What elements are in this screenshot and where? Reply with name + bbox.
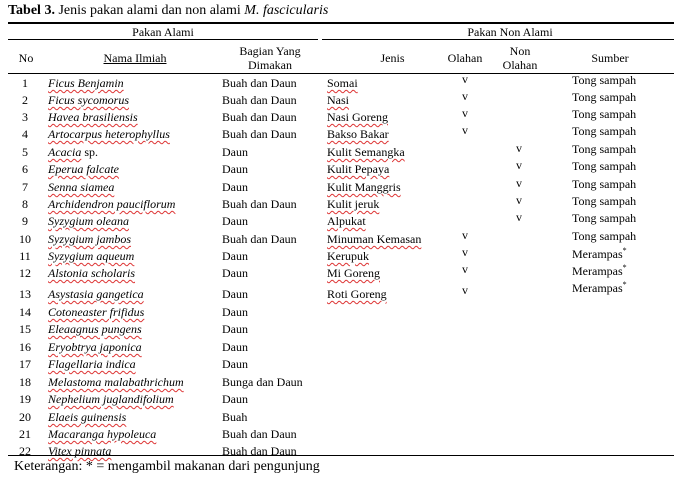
row-no: 21 (19, 427, 31, 441)
food-type (327, 214, 366, 228)
alami-group-rule (8, 39, 318, 40)
scientific-name-text: Artocarpus heterophyllus (48, 127, 170, 141)
scientific-name-text: Syzygium aqueum (48, 249, 135, 263)
food-type (327, 145, 405, 159)
food-type (327, 162, 389, 176)
part-eaten: Daun (222, 266, 248, 280)
scientific-name-text: Ficus sycomorus (48, 93, 129, 107)
part-eaten: Buah dan Daun (222, 93, 297, 107)
part-eaten: Buah dan Daun (222, 444, 297, 458)
row-no: 9 (22, 214, 28, 228)
scientific-name-text: Eperua falcate (48, 162, 119, 176)
row-no: 1 (22, 76, 28, 90)
olahan-mark: v (462, 106, 468, 120)
source-text: Tong sampah (572, 177, 637, 191)
source-text: Merampas (572, 264, 623, 278)
scientific-name-text: Melastoma malabathrichum (48, 375, 184, 389)
row-no: 14 (19, 305, 31, 319)
source-text: Tong sampah (572, 194, 637, 208)
source-text: Tong sampah (572, 124, 637, 138)
col-header-bagian-1: Bagian Yang (239, 44, 301, 58)
part-eaten: Daun (222, 287, 248, 301)
scientific-name (48, 197, 175, 211)
olahan-mark: v (462, 228, 468, 242)
scientific-name-text: Elaeis guinensis (48, 410, 127, 424)
scientific-name (48, 214, 129, 228)
scientific-name-text: Eleaagnus pungens (48, 322, 142, 336)
food-type-text: Roti Goreng (327, 287, 387, 301)
food-type-text: Kulit Semangka (327, 145, 405, 159)
part-eaten: Daun (222, 180, 248, 194)
scientific-name-text: Flagellaria indica (48, 357, 136, 371)
scientific-name-text: Syzygium jambos (48, 232, 131, 246)
olahan-mark: v (462, 89, 468, 103)
part-eaten: Buah dan Daun (222, 197, 297, 211)
source-footnote-mark: * (622, 246, 627, 255)
source-text: Tong sampah (572, 211, 637, 225)
part-eaten: Daun (222, 214, 248, 228)
table-caption (8, 3, 328, 19)
olahan-mark: v (462, 72, 468, 86)
food-type (327, 287, 387, 301)
scientific-name-text: Asystasia gangetica (48, 287, 144, 301)
scientific-name (48, 145, 98, 159)
row-no: 17 (19, 357, 31, 371)
row-no: 22 (19, 444, 31, 458)
part-eaten: Buah dan Daun (222, 76, 297, 90)
row-no: 6 (22, 162, 28, 176)
col-header-nama-ilmiah: Nama Ilmiah (103, 51, 167, 65)
scientific-name-text: Eryobtrya japonica (48, 340, 142, 354)
food-type (327, 93, 349, 107)
non-alami-group-rule (322, 39, 674, 40)
scientific-name (48, 340, 142, 354)
part-eaten: Daun (222, 145, 248, 159)
part-eaten: Buah dan Daun (222, 110, 297, 124)
scientific-name (48, 305, 144, 319)
col-header-non-olahan-1: Non (509, 44, 531, 58)
scientific-name-text: Havea brasiliensis (48, 110, 138, 124)
col-header-olahan: Olahan (447, 51, 483, 65)
source (572, 107, 636, 121)
scientific-name-text: Archidendron pauciflorum (48, 197, 176, 211)
food-type-text: Somai (327, 76, 358, 90)
scientific-name (48, 76, 124, 90)
row-no: 3 (22, 110, 28, 124)
caption-species: M. fascicularis (244, 3, 329, 18)
part-eaten: Buah dan Daun (222, 427, 297, 441)
source (572, 90, 636, 104)
row-no: 19 (19, 392, 31, 406)
table-note: Keterangan: * = mengambil makanan dari pengunjung (14, 459, 320, 474)
scientific-name (48, 180, 114, 194)
source-text: Merampas (572, 281, 623, 295)
food-type (327, 197, 379, 211)
scientific-name (48, 249, 134, 263)
source (572, 247, 627, 261)
scientific-name (48, 110, 138, 124)
part-eaten: Buah (222, 410, 248, 424)
row-no: 8 (22, 197, 28, 211)
scientific-name (48, 127, 170, 141)
part-eaten: Bunga dan Daun (222, 375, 303, 389)
source-text: Tong sampah (572, 142, 637, 156)
row-no: 7 (22, 180, 28, 194)
row-no: 2 (22, 93, 28, 107)
food-type (327, 110, 388, 124)
food-type (327, 249, 369, 263)
scientific-name (48, 444, 111, 458)
row-no: 18 (19, 375, 31, 389)
col-header-jenis: Jenis (380, 51, 405, 65)
scientific-name-text: Acacia (48, 145, 82, 159)
food-type-text: Kerupuk (327, 249, 369, 263)
col-header-no: No (18, 51, 34, 65)
food-type (327, 232, 421, 246)
col-header-bagian-2: Dimakan (248, 58, 292, 72)
row-no: 16 (19, 340, 31, 354)
source (572, 211, 636, 225)
scientific-name-text: Ficus Benjamin (48, 76, 124, 90)
source (572, 177, 636, 191)
scientific-name (48, 375, 184, 389)
food-type (327, 266, 380, 280)
olahan-mark: v (462, 262, 468, 276)
scientific-name (48, 287, 144, 301)
source-text: Merampas (572, 247, 623, 261)
source (572, 281, 627, 295)
row-no: 10 (19, 232, 31, 246)
scientific-name (48, 266, 135, 280)
group-header-non-alami: Pakan Non Alami (467, 25, 553, 39)
group-header-alami: Pakan Alami (132, 25, 194, 39)
source-text: Tong sampah (572, 229, 637, 243)
part-eaten: Daun (222, 392, 248, 406)
non-olahan-mark: v (516, 176, 522, 190)
source (572, 124, 636, 138)
col-header-non-olahan-2: Olahan (502, 58, 538, 72)
food-type (327, 180, 401, 194)
part-eaten: Daun (222, 305, 248, 319)
part-eaten: Daun (222, 322, 248, 336)
part-eaten: Daun (222, 357, 248, 371)
part-eaten: Daun (222, 249, 248, 263)
scientific-name-text: Vitex pinnata (48, 444, 112, 458)
row-no: 13 (19, 287, 31, 301)
row-no: 11 (19, 249, 31, 263)
scientific-name-text: Syzygium oleana (48, 214, 129, 228)
non-olahan-mark: v (516, 210, 522, 224)
scientific-name (48, 410, 126, 424)
scientific-name-suffix: sp. (81, 145, 98, 159)
source (572, 73, 636, 87)
source (572, 264, 627, 278)
scientific-name (48, 232, 131, 246)
scientific-name-text: Nephelium juglandifolium (48, 392, 174, 406)
food-type-text: Minuman Kemasan (327, 232, 422, 246)
scientific-name-text: Macaranga hypoleuca (48, 427, 157, 441)
source-text: Tong sampah (572, 90, 637, 104)
food-type-text: Nasi Goreng (327, 110, 388, 124)
scientific-name-text: Alstonia scholaris (48, 266, 136, 280)
caption-label: Tabel 3. (8, 3, 55, 18)
source-footnote-mark: * (622, 280, 627, 289)
row-no: 15 (19, 322, 31, 336)
food-type-text: Kulit Manggris (327, 180, 401, 194)
scientific-name (48, 392, 174, 406)
olahan-mark: v (462, 245, 468, 259)
food-type-text: Kulit jeruk (327, 197, 380, 211)
row-no: 20 (19, 410, 31, 424)
scientific-name-text: Senna siamea (48, 180, 115, 194)
non-olahan-mark: v (516, 158, 522, 172)
source (572, 229, 636, 243)
food-type (327, 127, 389, 141)
olahan-mark: v (462, 283, 468, 297)
scientific-name (48, 357, 136, 371)
row-no: 5 (22, 145, 28, 159)
row-no: 4 (22, 127, 28, 141)
source (572, 194, 636, 208)
part-eaten: Buah dan Daun (222, 232, 297, 246)
food-type-text: Mi Goreng (327, 266, 380, 280)
row-no: 12 (19, 266, 31, 280)
non-olahan-mark: v (516, 141, 522, 155)
food-type-text: Kulit Pepaya (327, 162, 390, 176)
part-eaten: Daun (222, 340, 248, 354)
source-text: Tong sampah (572, 107, 637, 121)
source-footnote-mark: * (622, 263, 627, 272)
scientific-name (48, 162, 119, 176)
col-header-sumber: Sumber (591, 51, 629, 65)
food-type-text: Bakso Bakar (327, 127, 389, 141)
source (572, 159, 636, 173)
food-type-text: Nasi (327, 93, 349, 107)
source-text: Tong sampah (572, 73, 637, 87)
food-type (327, 76, 358, 90)
part-eaten: Buah dan Daun (222, 127, 297, 141)
source (572, 142, 636, 156)
scientific-name-text: Cotoneaster frifidus (48, 305, 145, 319)
scientific-name (48, 427, 156, 441)
caption-text: Jenis pakan alami dan non alami (54, 3, 245, 18)
part-eaten: Daun (222, 162, 248, 176)
non-olahan-mark: v (516, 193, 522, 207)
source-text: Tong sampah (572, 159, 637, 173)
scientific-name (48, 93, 129, 107)
olahan-mark: v (462, 123, 468, 137)
food-type-text: Alpukat (327, 214, 366, 228)
table-top-rule (8, 22, 674, 24)
scientific-name (48, 322, 142, 336)
